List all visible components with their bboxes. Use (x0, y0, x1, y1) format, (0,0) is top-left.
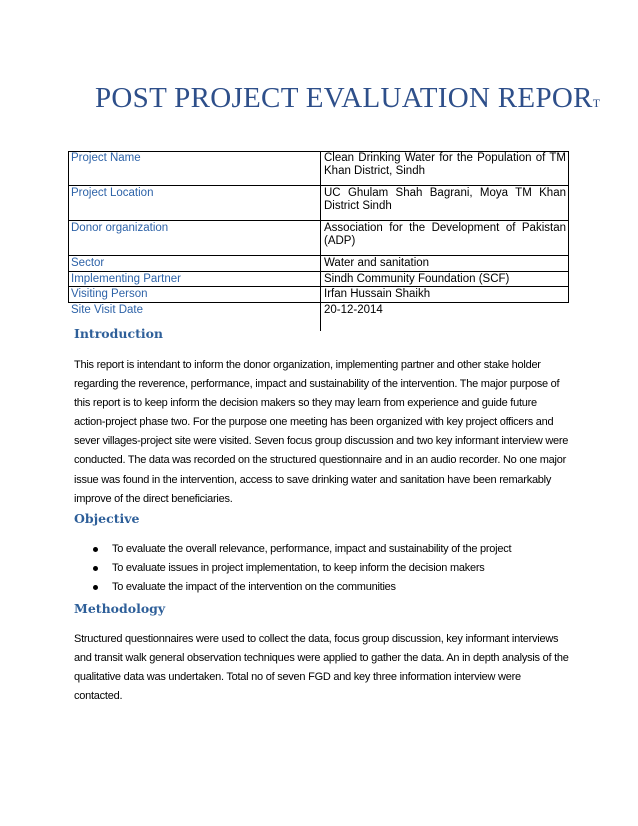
row-label: Sector (68, 256, 321, 272)
objective-item-text: To evaluate issues in project implementation, to keep inform the decision makers (112, 562, 485, 574)
list-item (92, 540, 552, 559)
table-row (68, 151, 569, 186)
methodology-heading: Methodology (74, 601, 166, 616)
table-row (68, 256, 569, 272)
row-value: Clean Drinking Water for the Population of TM Khan District, Sindh (321, 151, 570, 186)
introduction-text: This report is intendant to inform the donor organization, implementing partner and other stake holder regarding the reverence, performance, impact and sustainability of the intervention. The major purpose of this report is to keep inform the decision makers so they may learn from experience and guide future action-project phase two. For the purpose one meeting has been organized with key project officers and sever villages-project site were visited. Seven focus group discussion and two key informant interview were conducted. The data was recorded on the structured questionnaire and in an audio recorder. No one major issue was found in the intervention, access to save drinking water and sanitation have been remarkably improve of the direct beneficiaries. (74, 359, 569, 505)
report-title (95, 82, 601, 115)
row-label: Implementing Partner (68, 271, 321, 287)
objective-list (92, 540, 552, 597)
bullet-icon (93, 547, 98, 552)
objective-item-text: To evaluate the impact of the intervention on the communities (112, 581, 396, 593)
row-label: Project Name (68, 151, 321, 186)
row-value: Association for the Development of Pakistan (ADP) (321, 221, 570, 256)
report-title-main: POST PROJECT EVALUATION REPOR (95, 82, 593, 114)
bullet-icon (93, 566, 98, 571)
row-label: Visiting Person (68, 287, 321, 303)
list-item (92, 578, 552, 597)
row-label: Project Location (68, 186, 321, 221)
objective-heading: Objective (74, 511, 140, 526)
table-row (68, 221, 569, 256)
objective-item-text: To evaluate the overall relevance, performance, impact and sustainability of the project (112, 543, 512, 555)
methodology-text: Structured questionnaires were used to collect the data, focus group discussion, key informant interviews and transit walk general observation techniques were applied to gather the data. An in depth analysis of the qualitative data was undertaken. Total no of seven FGD and key three information interview were contacted. (74, 633, 569, 703)
list-item (92, 559, 552, 578)
report-title-tail: T (592, 96, 601, 110)
row-value: 20-12-2014 (324, 303, 383, 316)
row-label: Site Visit Date (68, 302, 321, 331)
row-value: Irfan Hussain Shaikh (321, 287, 570, 303)
introduction-heading: Introduction (74, 326, 164, 341)
table-row (68, 186, 569, 221)
bullet-icon (93, 585, 98, 590)
row-value: Water and sanitation (321, 256, 570, 272)
row-label: Donor organization (68, 221, 321, 256)
project-info-table (68, 151, 569, 331)
row-value: UC Ghulam Shah Bagrani, Moya TM Khan District Sindh (321, 186, 570, 221)
row-value: Sindh Community Foundation (SCF) (321, 271, 570, 287)
table-row (68, 287, 569, 303)
table-row (68, 271, 569, 287)
